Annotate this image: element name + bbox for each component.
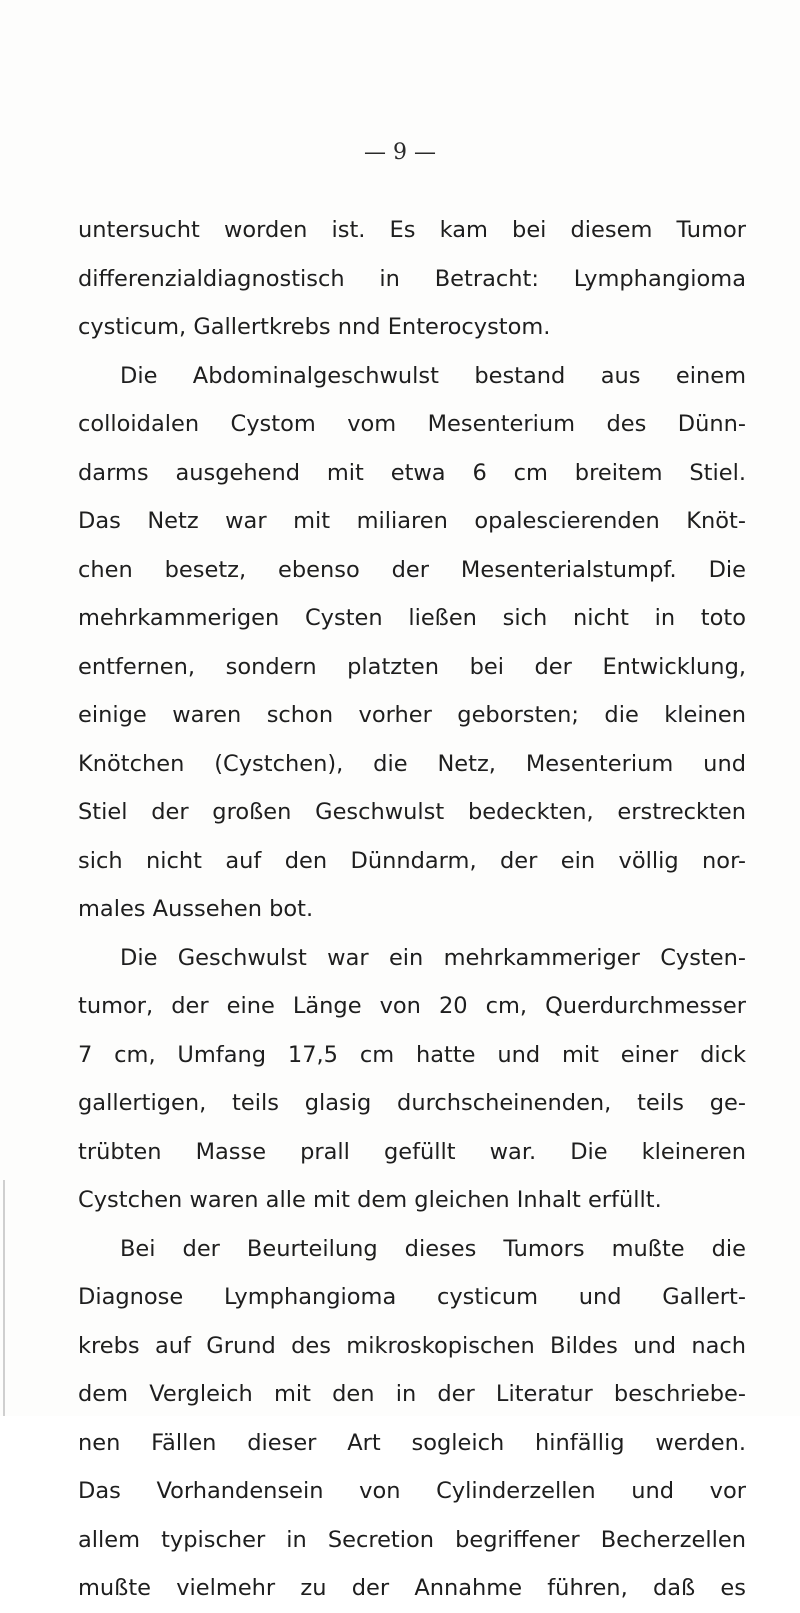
text-line: Stiel der großen Geschwulst bedeckten, erstreckten [78, 799, 746, 825]
text-line: 7 cm, Umfang 17,5 cm hatte und mit einer dick [78, 1041, 746, 1068]
text-line: sich nicht auf den Dünndarm, der ein völlig nor- [78, 847, 746, 874]
body-text [78, 206, 746, 1613]
text-line: dem Vergleich mit den in der Literatur beschriebe- [78, 1381, 746, 1407]
paragraph-start-line: Die Geschwulst war ein mehrkammeriger Cysten- [120, 944, 746, 971]
text-line: Diagnose Lymphangioma cysticum und Gallert- [78, 1284, 746, 1310]
text-line: mehrkammerigen Cysten ließen sich nicht in toto [78, 605, 746, 631]
text-line: males Aussehen bot. [78, 896, 314, 922]
text-line: krebs auf Grund des mikroskopischen Bildes und nach [78, 1332, 746, 1359]
text-line: differenzialdiagnostisch in Betracht: Lymphangioma [78, 265, 746, 292]
text-line: Das Netz war mit miliaren opalescierenden Knöt- [78, 508, 746, 534]
text-line: cysticum, Gallertkrebs nnd Enterocystom. [78, 314, 551, 340]
text-line: nen Fällen dieser Art sogleich hinfällig werden. [78, 1429, 746, 1456]
text-line: gallertigen, teils glasig durchscheinenden, teils ge- [78, 1090, 746, 1116]
paragraph-start-line: Die Abdominalgeschwulst bestand aus einem [120, 362, 746, 389]
text-line: Das Vorhandensein von Cylinderzellen und vor [78, 1478, 746, 1504]
paragraph-start-line: Bei der Beurteilung dieses Tumors mußte die [120, 1235, 746, 1262]
text-line: darms ausgehend mit etwa 6 cm breitem Stiel. [78, 459, 746, 486]
page-edge-shadow [3, 1180, 5, 1416]
page-number: — 9 — [364, 140, 436, 165]
text-line: Knötchen (Cystchen), die Netz, Mesenterium und [78, 750, 746, 777]
text-line: colloidalen Cystom vom Mesenterium des Dünn- [78, 411, 746, 437]
text-line: trübten Masse prall gefüllt war. Die kleineren [78, 1138, 746, 1165]
text-line: tumor, der eine Länge von 20 cm, Querdurchmesser [78, 993, 746, 1019]
text-line: allem typischer in Secretion begriffener Becherzellen [78, 1526, 746, 1553]
text-line: chen besetz, ebenso der Mesenterialstumpf. Die [78, 556, 746, 583]
text-line: einige waren schon vorher geborsten; die kleinen [78, 702, 746, 728]
text-line: untersucht worden ist. Es kam bei diesem Tumor [78, 217, 746, 243]
text-line: mußte vielmehr zu der Annahme führen, daß es [78, 1575, 746, 1601]
text-line: Cystchen waren alle mit dem gleichen Inhalt erfüllt. [78, 1187, 662, 1213]
text-line: entfernen, sondern platzten bei der Entwicklung, [78, 653, 746, 680]
